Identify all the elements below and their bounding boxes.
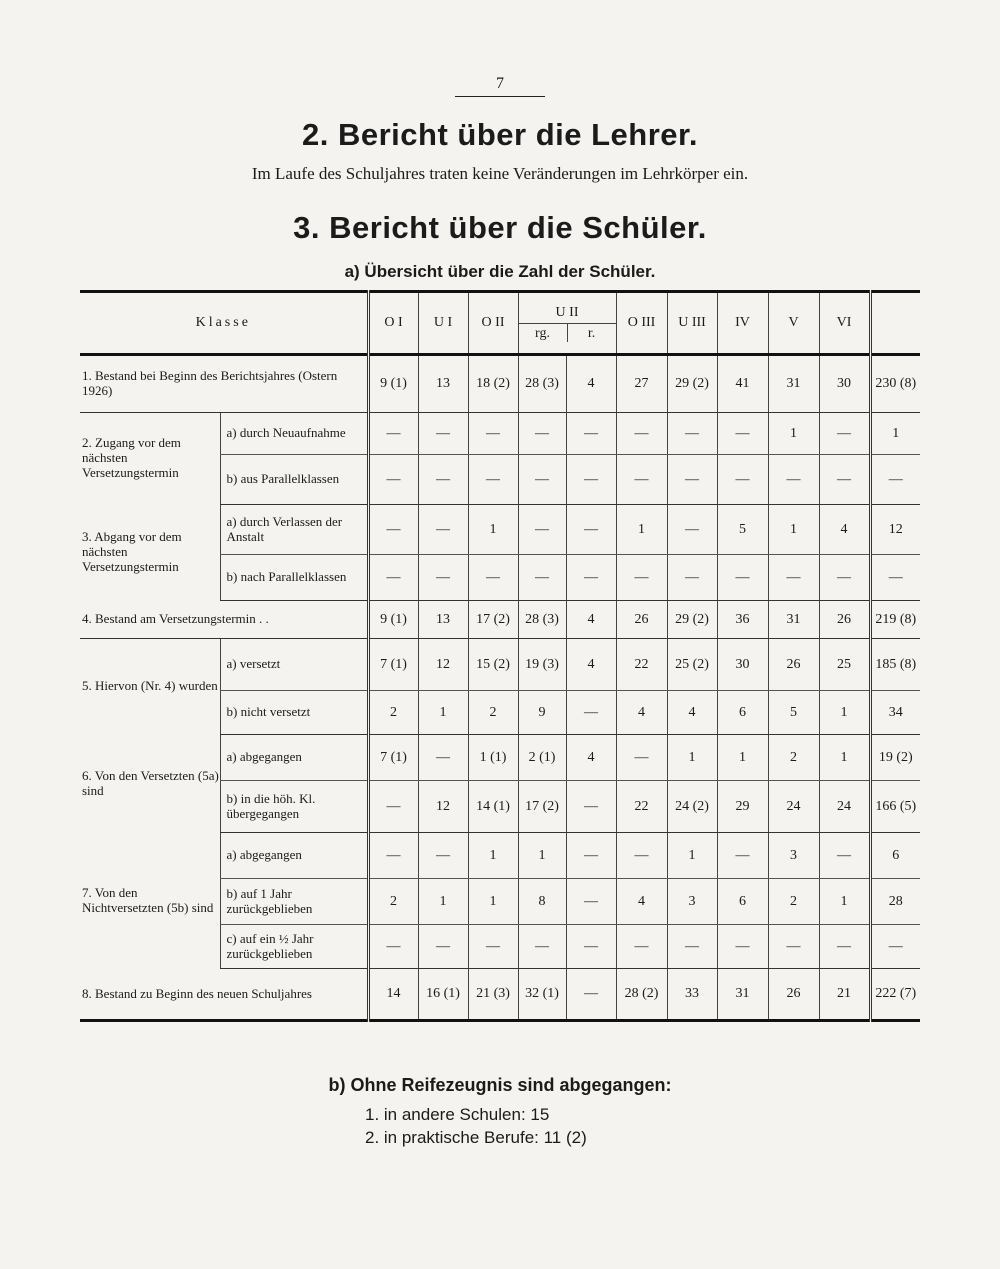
table-row [80,833,920,879]
student-statistics-table [80,290,920,1022]
row-sublabel: a) durch Neuaufnahme [220,413,368,455]
cell-total: 166 (5) [870,781,920,833]
cell-total: 230 (8) [870,355,920,413]
table-cell: 13 [418,601,468,639]
table-cell: 17 (2) [518,781,566,833]
table-cell: 26 [768,969,819,1021]
row-sublabel: a) durch Verlassen der Anstalt [220,505,368,555]
table-cell: 1 [468,879,518,925]
table-cell: 21 [819,969,870,1021]
cell-total: 185 (8) [870,639,920,691]
table-cell: 41 [717,355,768,413]
header-col-total [870,292,920,355]
table-cell: — [819,413,870,455]
table-cell: 19 (3) [518,639,566,691]
table-cell: 2 [468,691,518,735]
list-item: 2. in praktische Berufe: 11 (2) [365,1128,587,1147]
table-cell: — [368,925,418,969]
table-cell: 4 [566,639,616,691]
table-cell: 14 (1) [468,781,518,833]
table-cell: — [768,925,819,969]
table-cell: 1 [819,879,870,925]
header-col: U III [667,292,717,355]
table-cell: — [717,455,768,505]
table-cell: — [616,555,667,601]
row-sublabel: a) versetzt [220,639,368,691]
table-cell: — [418,555,468,601]
table-cell: 3 [768,833,819,879]
cell-total: 12 [870,505,920,555]
subsection-title-overview: a) Übersicht über die Zahl der Schüler. [344,262,656,281]
table-cell: — [768,455,819,505]
row-label: 5. Hiervon (Nr. 4) wurden [82,678,218,694]
table-cell: 2 [368,691,418,735]
table-cell: 26 [819,601,870,639]
table-cell: — [518,925,566,969]
without-certificate-list [365,1103,587,1149]
table-cell: 29 (2) [667,601,717,639]
table-cell: 2 [368,879,418,925]
table-cell: 29 [717,781,768,833]
row-label: 3. Abgang vor dem nächsten Versetzungstermin [82,529,182,574]
table-row [80,601,920,639]
table-cell: 6 [717,691,768,735]
cell-total: — [870,455,920,505]
table-cell: — [566,925,616,969]
table-cell: 14 [368,969,418,1021]
table-cell: — [566,781,616,833]
row-label: 1. Bestand bei Beginn des Berichtsjahres (Ostern 1926) [80,355,368,413]
table-cell: 4 [566,601,616,639]
table-cell: — [566,413,616,455]
table-cell: — [616,455,667,505]
table-cell: 4 [616,879,667,925]
table-cell: — [566,691,616,735]
header-uii-r: r. [567,324,616,342]
table-cell: 22 [616,781,667,833]
table-cell: 2 [768,879,819,925]
table-cell: 12 [418,639,468,691]
table-cell: 9 (1) [368,355,418,413]
table-cell: 1 [418,879,468,925]
page-number: 7 [455,75,545,97]
table-cell: 32 (1) [518,969,566,1021]
table-cell: — [616,833,667,879]
header-uii: U II [519,305,616,324]
table-cell: — [717,925,768,969]
header-col: O I [368,292,418,355]
table-cell: 31 [717,969,768,1021]
table-cell: 6 [717,879,768,925]
row-label: 6. Von den Versetzten (5a) sind [82,767,219,798]
table-cell: 17 (2) [468,601,518,639]
table-cell: — [717,413,768,455]
table-cell: 27 [616,355,667,413]
table-cell: 1 (1) [468,735,518,781]
table-cell: 3 [667,879,717,925]
table-cell: 1 [717,735,768,781]
table-cell: 24 [819,781,870,833]
header-klasse: Klasse [80,292,368,355]
table-cell: 36 [717,601,768,639]
table-cell: 5 [717,505,768,555]
table-cell: — [418,833,468,879]
table-header-row [80,292,920,355]
table-cell: 28 (3) [518,355,566,413]
table-cell: — [566,505,616,555]
table-cell: — [819,555,870,601]
row-label: 7. Von den Nichtversetzten (5b) sind [82,884,214,915]
table-row [80,639,920,691]
table-cell: — [518,413,566,455]
table-cell: 4 [566,355,616,413]
table-cell: — [468,555,518,601]
header-uii-rg: rg. [535,325,550,341]
section-title-students: 3. Bericht über die Schüler. [293,210,707,245]
table-cell: 1 [616,505,667,555]
table-cell: 4 [819,505,870,555]
table-cell: 9 [518,691,566,735]
table-cell: 21 (3) [468,969,518,1021]
table-row [80,735,920,781]
table-cell: — [616,925,667,969]
table-cell: — [667,555,717,601]
table-cell: 28 (3) [518,601,566,639]
table-row [80,355,920,413]
row-label: 2. Zugang vor dem nächsten Versetzungstermin [82,435,181,481]
table-cell: — [667,413,717,455]
table-cell: 13 [418,355,468,413]
table-cell: — [566,879,616,925]
table-cell: — [518,555,566,601]
table-cell: — [566,833,616,879]
table-cell: 7 (1) [368,639,418,691]
table-cell: 2 [768,735,819,781]
row-sublabel: c) auf ein ½ Jahr zurückgeblieben [220,925,368,969]
table-cell: 1 [667,735,717,781]
table-cell: — [418,455,468,505]
table-cell: — [717,833,768,879]
row-sublabel: a) abgegangen [220,833,368,879]
table-cell: 29 (2) [667,355,717,413]
table-cell: — [368,413,418,455]
table-cell: — [616,735,667,781]
table-row [80,505,920,555]
row-sublabel: b) aus Parallelklassen [220,455,368,505]
table-cell: 22 [616,639,667,691]
table-cell: 30 [717,639,768,691]
table-cell: 1 [819,691,870,735]
cell-total: 1 [870,413,920,455]
table-cell: 25 [819,639,870,691]
table-cell: 15 (2) [468,639,518,691]
table-cell: — [667,925,717,969]
row-sublabel: b) in die höh. Kl. übergegangen [220,781,368,833]
table-cell: — [667,455,717,505]
table-cell: — [717,555,768,601]
table-cell: 30 [819,355,870,413]
table-cell: — [518,505,566,555]
table-cell: — [468,925,518,969]
header-col-uii [518,292,616,355]
table-cell: 7 (1) [368,735,418,781]
table-cell: 26 [616,601,667,639]
table-cell: — [566,555,616,601]
table-cell: — [616,413,667,455]
table-cell: 31 [768,355,819,413]
table-cell: — [566,969,616,1021]
table-cell: 33 [667,969,717,1021]
table-cell: — [418,735,468,781]
table-cell: 4 [667,691,717,735]
table-cell: — [368,781,418,833]
cell-total: 6 [870,833,920,879]
cell-total: 219 (8) [870,601,920,639]
row-label: 8. Bestand zu Beginn des neuen Schuljahres [80,969,368,1021]
table-cell: 9 (1) [368,601,418,639]
table-cell: 26 [768,639,819,691]
table-cell: 1 [768,413,819,455]
row-sublabel: b) nach Parallelklassen [220,555,368,601]
table-cell: 18 (2) [468,355,518,413]
table-row [80,413,920,455]
table-row [80,969,920,1021]
row-sublabel: b) nicht versetzt [220,691,368,735]
table-cell: 1 [518,833,566,879]
table-cell: 4 [616,691,667,735]
table-cell: — [667,505,717,555]
table-cell: 2 (1) [518,735,566,781]
table-cell: 1 [418,691,468,735]
header-col: IV [717,292,768,355]
table-cell: 5 [768,691,819,735]
table-cell: 12 [418,781,468,833]
table-cell: — [468,413,518,455]
header-col: V [768,292,819,355]
cell-total: — [870,555,920,601]
header-col: U I [418,292,468,355]
list-item: 1. in andere Schulen: 15 [365,1105,550,1124]
cell-total: 222 (7) [870,969,920,1021]
cell-total: 34 [870,691,920,735]
table-cell: — [368,505,418,555]
table-cell: 24 [768,781,819,833]
table-cell: — [418,925,468,969]
cell-total: — [870,925,920,969]
table-cell: — [518,455,566,505]
table-cell: 8 [518,879,566,925]
table-cell: — [468,455,518,505]
header-col: O III [616,292,667,355]
table-cell: — [819,925,870,969]
table-cell: — [819,455,870,505]
table-cell: 4 [566,735,616,781]
table-cell: — [418,413,468,455]
table-cell: 1 [768,505,819,555]
table-cell: — [819,833,870,879]
table-cell: — [368,833,418,879]
section-title-teachers: 2. Bericht über die Lehrer. [302,117,698,152]
table-cell: 1 [468,833,518,879]
table-cell: — [768,555,819,601]
header-col: O II [468,292,518,355]
table-cell: 1 [819,735,870,781]
table-cell: — [566,455,616,505]
table-cell: 16 (1) [418,969,468,1021]
cell-total: 28 [870,879,920,925]
table-cell: — [418,505,468,555]
row-sublabel: a) abgegangen [220,735,368,781]
header-col: VI [819,292,870,355]
table-cell: 1 [667,833,717,879]
table-cell: — [368,455,418,505]
teachers-report-text: Im Laufe des Schuljahres traten keine Veränderungen im Lehrkörper ein. [251,164,749,183]
table-cell: — [368,555,418,601]
row-label: 4. Bestand am Versetzungstermin . . [80,601,368,639]
subsection-title-without-certificate: b) Ohne Reifezeugnis sind abgegangen: [328,1075,672,1095]
table-cell: 31 [768,601,819,639]
row-sublabel: b) auf 1 Jahr zurückgeblieben [220,879,368,925]
cell-total: 19 (2) [870,735,920,781]
table-cell: 28 (2) [616,969,667,1021]
table-cell: 24 (2) [667,781,717,833]
table-cell: 25 (2) [667,639,717,691]
table-cell: 1 [468,505,518,555]
